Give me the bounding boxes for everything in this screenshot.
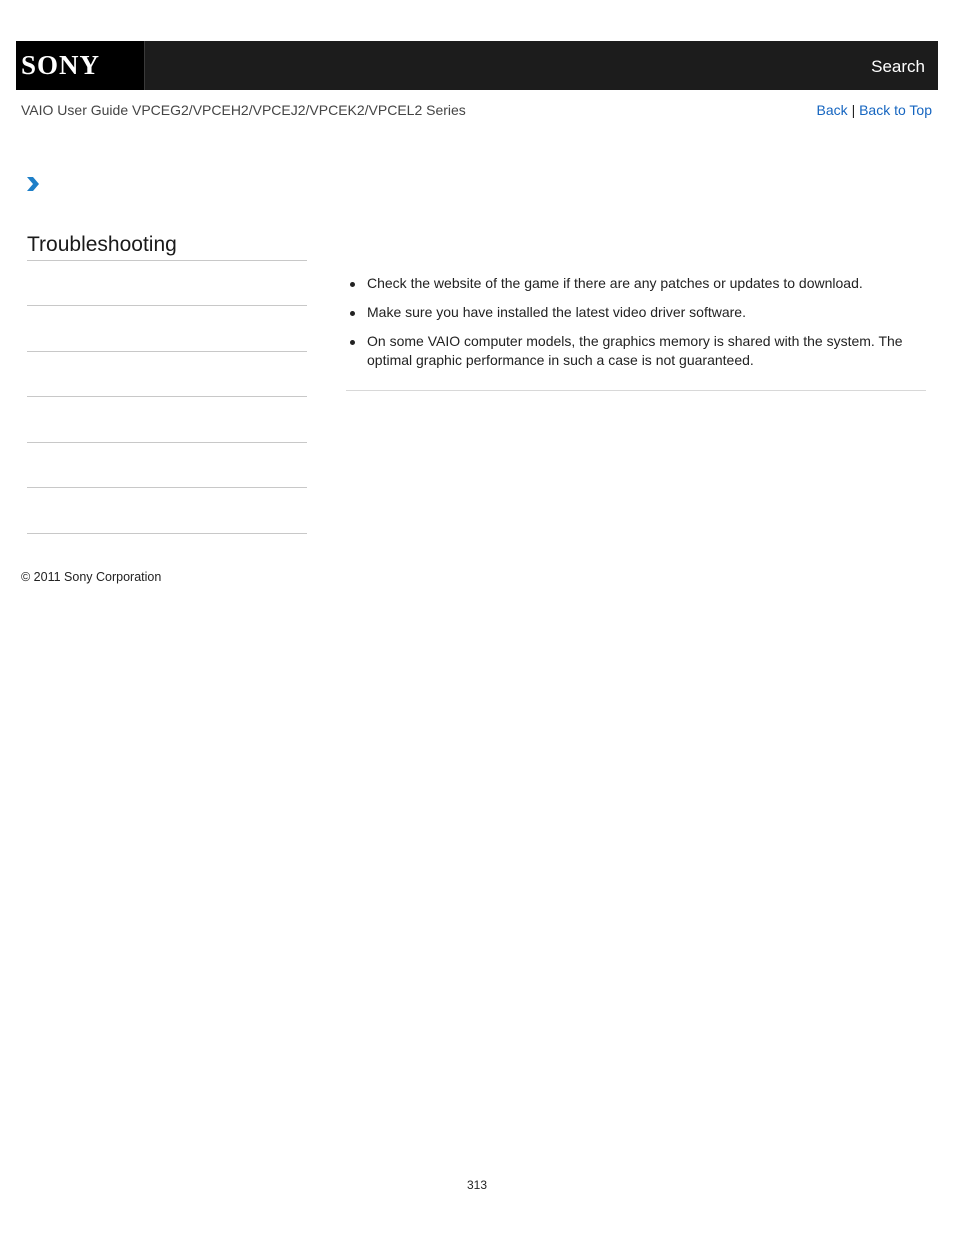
- sidebar-divider: [27, 533, 307, 534]
- list-item: [346, 332, 926, 370]
- copyright: © 2011 Sony Corporation: [21, 570, 162, 584]
- sidebar-divider: [27, 396, 307, 397]
- logo-text: SONY: [21, 50, 101, 80]
- list-item: [346, 274, 926, 293]
- tips-list: [346, 274, 926, 380]
- header-bar: [16, 41, 938, 90]
- chevron-right-icon: [24, 175, 42, 193]
- nav-separator: |: [851, 102, 856, 118]
- list-item-text: On some VAIO computer models, the graphics memory is shared with the system. The optimal graphic performance in such a case is not guaranteed.: [367, 333, 903, 368]
- sidebar-divider: [27, 487, 307, 488]
- guide-title: VAIO User Guide VPCEG2/VPCEH2/VPCEJ2/VPCEK2/VPCEL2 Series: [21, 102, 466, 118]
- back-link[interactable]: Back: [816, 102, 848, 118]
- bullet-icon: [350, 311, 355, 316]
- page-number: 313: [466, 1178, 488, 1192]
- top-nav: [817, 102, 932, 119]
- list-item-text: Make sure you have installed the latest video driver software.: [367, 304, 746, 320]
- sidebar-divider: [27, 305, 307, 306]
- search-link[interactable]: Search: [871, 57, 925, 76]
- back-to-top-link[interactable]: Back to Top: [859, 102, 932, 118]
- sidebar-divider: [27, 351, 307, 352]
- sidebar-divider: [27, 260, 307, 261]
- bullet-icon: [350, 282, 355, 287]
- list-item: [346, 303, 926, 322]
- sidebar-heading: Troubleshooting: [27, 233, 177, 256]
- bullet-icon: [350, 340, 355, 345]
- sony-logo[interactable]: [16, 41, 145, 90]
- list-item-text: Check the website of the game if there are any patches or updates to download.: [367, 275, 863, 291]
- content-divider: [346, 390, 926, 391]
- sidebar-divider: [27, 442, 307, 443]
